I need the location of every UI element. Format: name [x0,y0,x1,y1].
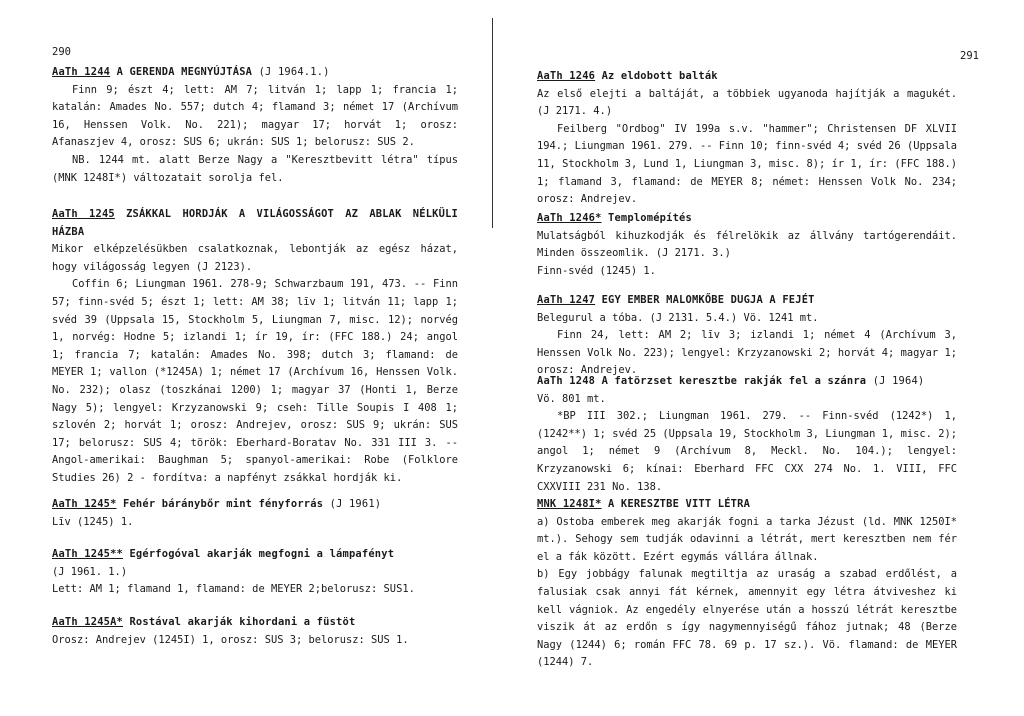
type-title: A fatörzset keresztbe rakják fel a szánra [595,375,867,387]
entry-summary: Mikor elképzelésükben csalatkoznak, lebontják az egész házat, hogy világosság legyen (J 2123). [52,243,458,273]
type-title: Az eldobott balták [595,70,718,82]
entry-aath-1246-star [537,210,957,280]
type-code: AaTh 1248 [537,375,596,387]
entry-note: NB. 1244 mt. alatt Berze Nagy a "Keresztbevitt létra" típus (MNK 1248I*) változatait sorolja fel. [52,153,458,184]
entry-title [537,68,957,86]
entry-summary: Az első elejti a baltáját, a többiek ugyanoda hajítják a magukét. (J 2171. 4.) [537,87,957,118]
type-code: AaTh 1247 [537,294,596,306]
entry-text: Orosz: Andrejev (1245I) 1, orosz: SUS 3; belorusz: SUS 1. [52,633,409,646]
entry-reference: (J 1961. 1.) [52,565,128,578]
type-reference: (J 1964) [866,375,925,387]
entry-title [537,373,957,391]
type-title: A GERENDA MEGNYÚJTÁSA [110,66,253,78]
entry-summary: Mulatságból kihuzkodják és félrelökik az állvány tartógerendáit. Minden összeomlik. (J 2171. 3.) [537,229,957,260]
page-number-left: 290 [52,46,71,58]
entry-title [52,206,458,241]
type-code: AaTh 1245A* [52,616,124,628]
entry-variant-b: b) Egy jobbágy falunak megtiltja az uraság a szabad erdőlést, a falusiak csak annyi fát kérnek, amennyit egy létra átviveshez ki kell vágniok. Az engedély elnyerése után a hosszú létrát keresztbe viszik át az erdőn s így nagymennyiségű fához jutnak; 48 (Berze Nagy (1244) 6; román FFC 78. 69 p. 17 sz.). Vö. flamand: de MEYER (1244) 7. [537,568,957,669]
entry-summary: Belegurul a tóba. (J 2131. 5.4.) Vö. 1241 mt. [537,311,819,324]
entry-title [52,64,458,82]
entry-aath-1245a-star [52,614,458,649]
type-title: ZSÁKKAL HORDJÁK A VILÁGOSSÁGOT AZ ABLAK NÉLKÜLI HÁZBA [52,208,458,238]
type-code: AaTh 1246* [537,212,602,224]
type-code: MNK 1248I* [537,498,602,510]
entry-aath-1246 [537,68,957,209]
type-reference: (J 1964.1.) [252,66,330,78]
entry-text: Finn 24, lett: AM 2; līv 3; izlandi 1; német 4 (Archívum 3, Henssen Volk No. 223); lengyel: Krzyzanowski 2; horvát 4; magyar 1; orosz: Andrejev. [537,329,957,377]
entry-title [52,546,458,564]
type-title: Templomépítés [601,212,692,224]
entry-text: Finn 9; észt 4; lett: AM 7; litván 1; lapp 1; francia 1; katalán: Amades No. 557; dutch 4; flamand 3; német 17 (Archívum 16, Henssen Volk. No. 221); magyar 17; horvát 1; orosz: Afanaszjev 4, orosz: SUS 6; ukrán: SUS 1; belorusz: SUS 2. [52,83,458,149]
type-title: Egérfogóval akarják megfogni a lámpafényt [123,548,395,560]
type-code: AaTh 1244 [52,66,111,78]
entry-text: Feilberg "Ordbog" IV 199a s.v. "hammer"; Christensen DF XLVII 194.; Liungman 1961. 279. -- Finn 10; finn-svéd 4; svéd 26 (Uppsala 11, Stockholm 3, Lund 1, Liungman 3, misc. 8); ír 1, ír: (FFC 188.) 1; flamand 3, flamand: de MEYER 8; német: Henssen Volk No. 234; orosz: Andrejev. [537,122,957,206]
book-spine-line [492,18,493,228]
entry-aath-1248 [537,373,957,496]
entry-text: Coffin 6; Liungman 1961. 278-9; Schwarzbaum 191, 473. -- Finn 57; finn-svéd 5; észt 1; lett: AM 38; līv 1; litván 11; lapp 1; svéd 39 (Uppsala 15, Stockholm 5, Liungman 7, misc. 12); norvég 1, norvég: Hodne 5; izlandi 1; ír 19, ír: (FFC 188.) 24; angol 1; francia 7; katalán: Amades No. 398; dutch 3; flamand: de MEYER 1; vallon (*1245A) 1; német 17 (Archívum 16, Henssen Volk. No. 232); olasz (toszkánai 1200) 1; magyar 37 (Honti 1, Berze Nagy 5); lengyel: Krzyzanowski 9; cseh: Tille Soupis I 408 1; szlovén 2; horvát 1; orosz: Andrejev, orosz: SUS 9; ukrán: SUS 17; belorusz: SUS 4; török: Eberhard-Boratav No. 331 III 3. -- Angol-amerikai: Baughman 5; spanyol-amerikai: Robe (Folklore Studies 26) 2 - fordítva: a napfényt zsákkal hordják ki. [52,278,458,484]
entry-text: Finn-svéd (1245) 1. [537,264,656,277]
type-title: A KERESZTBE VITT LÉTRA [601,498,751,510]
entry-title [537,496,957,514]
entry-aath-1244 [52,64,458,187]
entry-reference: Vö. 801 mt. [537,392,606,405]
type-code: AaTh 1245* [52,498,117,510]
type-code: AaTh 1245** [52,548,124,560]
type-title: EGY EMBER MALOMKŐBE DUGJA A FEJÉT [595,294,815,306]
entry-aath-1245-star [52,496,458,531]
entry-title [52,496,458,514]
type-reference: (J 1961) [323,498,382,510]
type-title: Rostával akarják kihordani a füstöt [123,616,356,628]
type-code: AaTh 1245 [52,208,115,220]
entry-variant-a: a) Ostoba emberek meg akarják fogni a tarka Jézust (ld. MNK 1250I* mt.). Sehogy sem tudják odavinni a létrát, mert keresztben nem fér el a fák között. Ezért egymás vállára állnak. [537,515,957,563]
entry-title [537,292,957,310]
entry-aath-1245 [52,206,458,488]
entry-text: Līv (1245) 1. [52,515,134,528]
entry-aath-1245-2star [52,546,458,599]
entry-text: Lett: AM 1; flamand 1, flamand: de MEYER 2;belorusz: SUS1. [52,583,415,596]
entry-title [537,210,957,228]
entry-aath-1247 [537,292,957,380]
type-title: Fehér báránybőr mint fényforrás [116,498,324,510]
page-number-right: 291 [960,50,979,62]
entry-mnk-1248i-star [537,496,957,672]
entry-title [52,614,458,632]
type-code: AaTh 1246 [537,70,596,82]
entry-text: *BP III 302.; Liungman 1961. 279. -- Finn-svéd (1242*) 1, (1242**) 1; svéd 25 (Uppsala 19, Stockholm 3, Liungman 1, misc. 2); angol 1; német 9 (Archívum 8, Meckl. No. 104.); lengyel: Krzyzanowski 6; kínai: Eberhard FFC CXX 274 No. 1. VIII, FFC CXXVIII 231 No. 138. [537,410,957,493]
